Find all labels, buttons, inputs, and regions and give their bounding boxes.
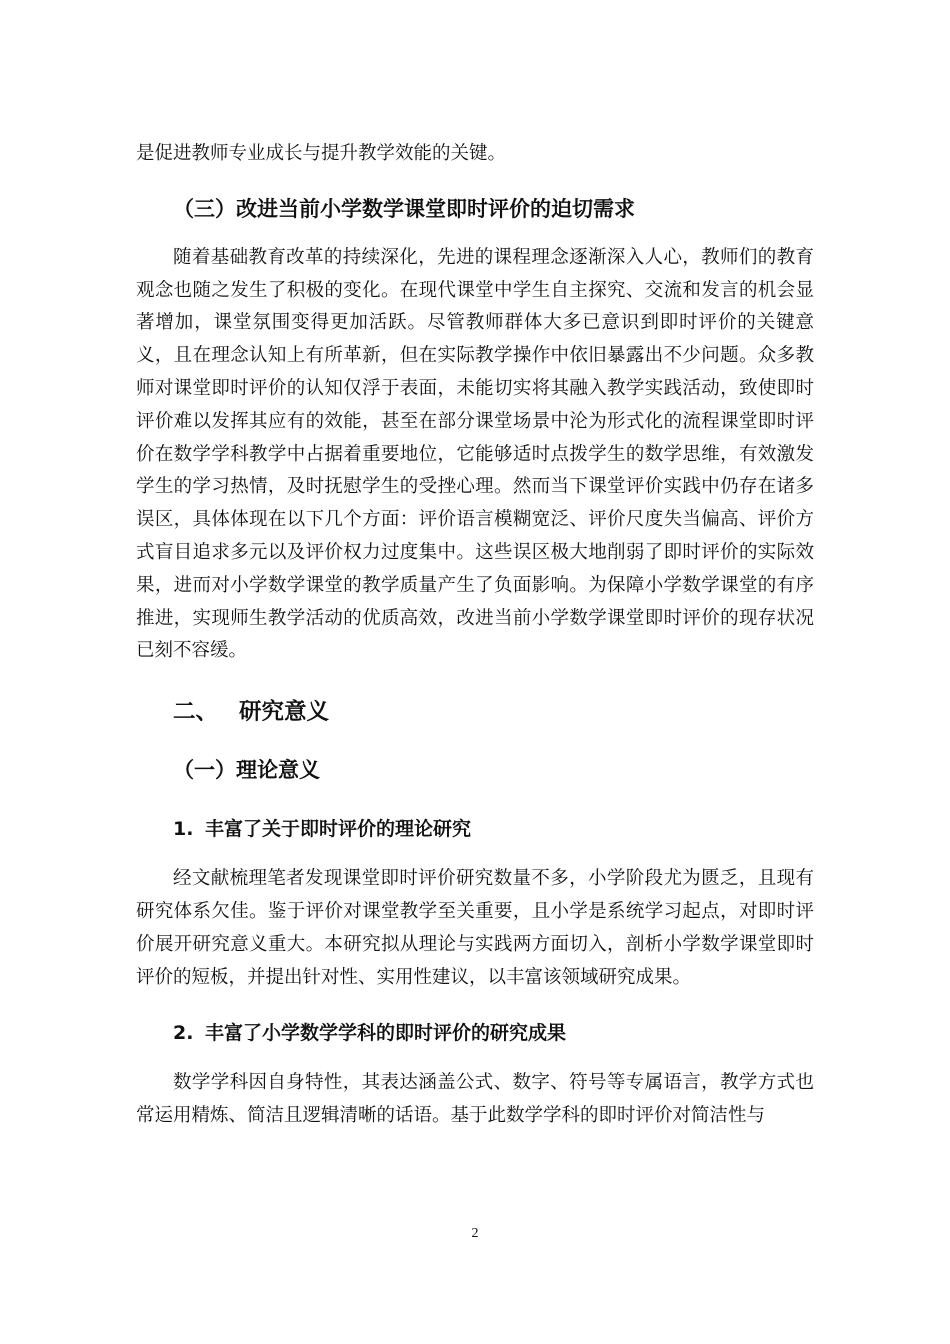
item-1-number: 1. bbox=[173, 818, 194, 841]
chapter-title: 研究意义 bbox=[239, 699, 330, 726]
item-2-heading bbox=[136, 1018, 814, 1045]
item-2-number: 2. bbox=[173, 1022, 194, 1045]
item-2-paragraph: 数学学科因自身特性，其表达涵盖公式、数字、符号等专属语言，教学方式也常运用精炼、简洁且逻辑清晰的话语。基于此数学学科的即时评价对简洁性与 bbox=[136, 1072, 814, 1127]
section-heading-3: （三）改进当前小学数学课堂即时评价的迫切需求 bbox=[173, 196, 635, 221]
theory-heading: （一）理论意义 bbox=[173, 758, 320, 783]
continuation-paragraph: 是促进教师专业成长与提升教学效能的关键。 bbox=[136, 143, 507, 164]
item-2-title: 丰富了小学数学学科的即时评价的研究成果 bbox=[205, 1022, 567, 1045]
page-number: 2 bbox=[471, 1226, 479, 1241]
item-1-title: 丰富了关于即时评价的理论研究 bbox=[205, 818, 472, 841]
chapter-number: 二、 bbox=[173, 699, 219, 726]
item-1-heading bbox=[136, 814, 814, 841]
page-body bbox=[136, 138, 814, 1133]
section-3-paragraph: 随着基础教育改革的持续深化，先进的课程理念逐渐深入人心，教师们的教育观念也随之发生了积极的变化。在现代课堂中学生自主探究、交流和发言的机会显著增加，课堂氛围变得更加活跃。尽管教师群体大多已意识到即时评价的关键意义，且在理念认知上有所革新，但在实际教学操作中依旧暴露出不少问题。众多教师对课堂即时评价的认知仅浮于表面，未能切实将其融入教学实践活动，致使即时评价难以发挥其应有的效能，甚至在部分课堂场景中沦为形式化的流程课堂即时评价在数学学科教学中占据着重要地位，它能够适时点拨学生的数学思维，有效激发学生的学习热情，及时抚慰学生的受挫心理。然而当下课堂评价实践中仍存在诸多误区，具体体现在以下几个方面：评价语言模糊宽泛、评价尺度失当偏高、评价方式盲目追求多元以及评价权力过度集中。这些误区极大地削弱了即时评价的实际效果，进而对小学数学课堂的教学质量产生了负面影响。为保障小学数学课堂的有序推进，实现师生教学活动的优质高效，改进当前小学数学课堂即时评价的现存状况已刻不容缓。 bbox=[136, 246, 814, 662]
chapter-heading-2 bbox=[136, 694, 814, 726]
item-1-paragraph: 经文献梳理笔者发现课堂即时评价研究数量不多，小学阶段尤为匮乏，且现有研究体系欠佳。鉴于评价对课堂教学至关重要，且小学是系统学习起点，对即时评价展开研究意义重大。本研究拟从理论与实践两方面切入，剖析小学数学课堂即时评价的短板，并提出针对性、实用性建议，以丰富该领域研究成果。 bbox=[136, 868, 814, 988]
